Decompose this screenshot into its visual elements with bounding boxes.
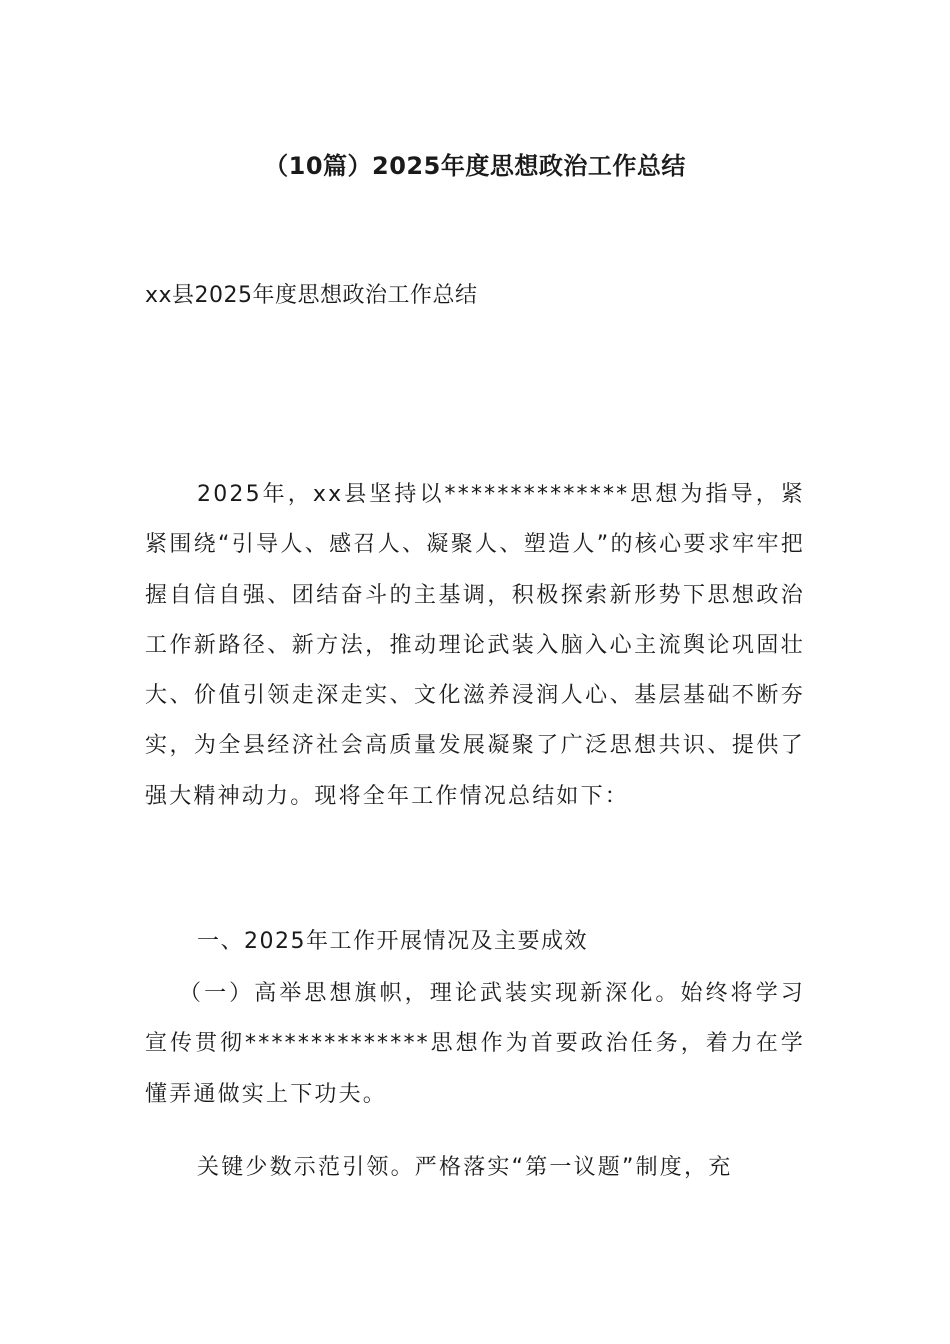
document-subtitle: xx县2025年度思想政治工作总结 [145, 283, 478, 308]
document-title: （10篇）2025年度思想政治工作总结 [264, 152, 686, 180]
section-heading: 一、2025年工作开展情况及主要成效 [197, 929, 588, 954]
paragraph-key-minority: 关键少数示范引领。严格落实“第一议题”制度，充 [197, 1155, 733, 1180]
paragraph-intro: 2025年，xx县坚持以**************思想为指导，紧紧围绕“引导人、感召人、凝聚人、塑造人”的核心要求牢牢把握自信自强、团结奋斗的主基调，积极探索新形势下思想政治工作新路径、新方法，推动理论武装入脑入心主流舆论巩固壮大、价值引领走深走实、文化滋养浸润人心、基层基础不断夯实，为全县经济社会高质量发展凝聚了广泛思想共识、提供了强大精神动力。现将全年工作情况总结如下： [145, 482, 805, 809]
paragraph-theory: （一）高举思想旗帜，理论武装实现新深化。始终将学习宣传贯彻**************思想作为首要政治任务，着力在学懂弄通做实上下功夫。 [145, 981, 805, 1107]
